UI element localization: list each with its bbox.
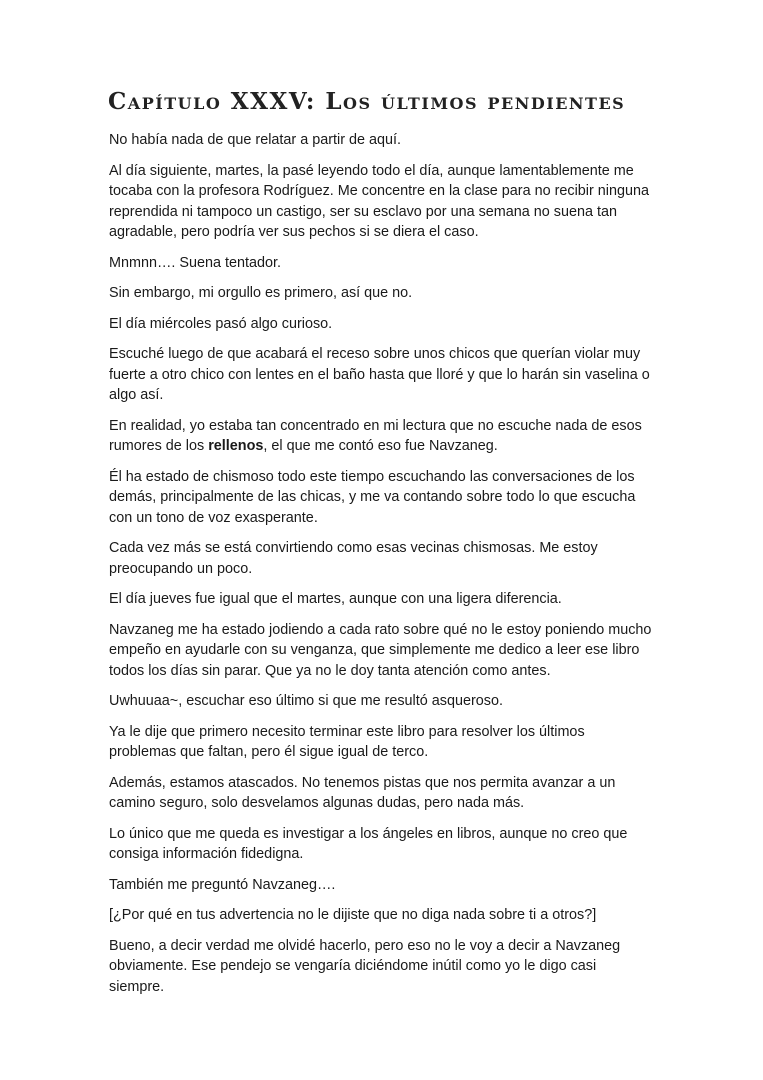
bold-term: rellenos [208, 438, 264, 454]
paragraph: Cada vez más se está convirtiendo como esas vecinas chismosas. Me estoy preocupando un poco. [109, 540, 598, 577]
paragraph: Bueno, a decir verdad me olvidé hacerlo, pero eso no le voy a decir a Navzaneg obviamente. Ese pendejo se vengaría diciéndome inútil como yo le digo casi siempre. [109, 937, 621, 995]
chapter-body [109, 130, 654, 1007]
chapter-title: Capítulo XXXV: Los últimos pendientes [108, 88, 626, 115]
paragraph: Al día siguiente, martes, la pasé leyendo todo el día, aunque lamentablemente me tocaba con la profesora Rodríguez. Me concentre en la clase para no recibir ninguna reprendida ni tampoco un castigo, ser su esclavo por una semana no suena tan agradable, pero podría ver sus pechos si se diera el caso. [109, 162, 649, 240]
paragraph: Uwhuuaa~, escuchar eso último si que me resultó asqueroso. [109, 693, 503, 709]
paragraph-text: En realidad, yo estaba tan concentrado en mi lectura que no escuche nada de esos rumores de los [109, 417, 642, 454]
paragraph: Él ha estado de chismoso todo este tiempo escuchando las conversaciones de los demás, principalmente de las chicas, y me va contando sobre todo lo que escucha con un tono de voz exasperante. [109, 468, 636, 526]
paragraph-text: , el que me contó eso fue Navzaneg. [263, 438, 498, 454]
paragraph [109, 416, 654, 457]
paragraph: [¿Por qué en tus advertencia no le dijiste que no diga nada sobre ti a otros?] [109, 907, 597, 923]
paragraph: También me preguntó Navzaneg…. [109, 876, 336, 893]
paragraph: Escuché luego de que acabará el receso sobre unos chicos que querían violar muy fuerte a otro chico con lentes en el baño hasta que lloré y que lo harán sin vaselina o algo así. [109, 346, 650, 403]
paragraph: Ya le dije que primero necesito terminar este libro para resolver los últimos problemas que faltan, pero él sigue igual de terco. [109, 723, 585, 760]
paragraph: Sin embargo, mi orgullo es primero, así que no. [109, 285, 413, 301]
paragraph: Navzaneg me ha estado jodiendo a cada rato sobre qué no le estoy poniendo mucho empeño en ayudarle con su venganza, que simplemente me dedico a leer ese libro todos los días sin parar. Que ya no le doy tanta atención como antes. [109, 621, 652, 679]
paragraph: El día jueves fue igual que el martes, aunque con una ligera diferencia. [109, 591, 562, 607]
paragraph: Mnmnn…. Suena tentador. [109, 254, 281, 271]
paragraph: No había nada de que relatar a partir de aquí. [109, 132, 402, 148]
paragraph: Lo único que me queda es investigar a los ángeles en libros, aunque no creo que consiga información fidedigna. [109, 825, 628, 862]
paragraph: Además, estamos atascados. No tenemos pistas que nos permita avanzar a un camino seguro, solo desvelamos algunas dudas, pero nada más. [109, 774, 616, 811]
paragraph: El día miércoles pasó algo curioso. [109, 315, 333, 332]
